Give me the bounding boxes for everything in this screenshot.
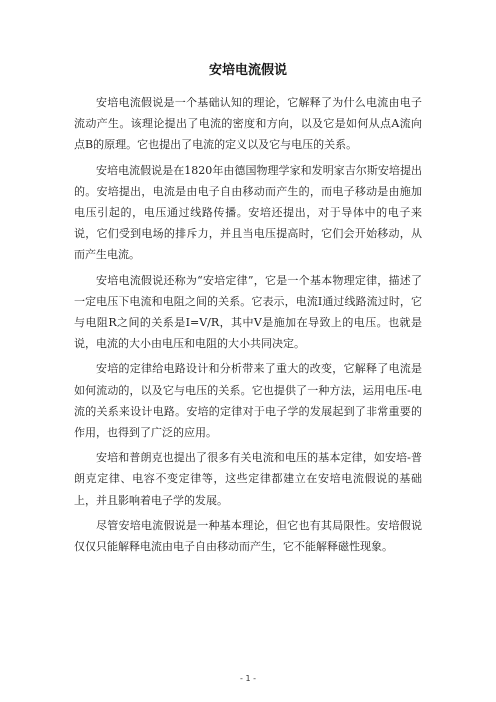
paragraph-4: 安培的定律给电路设计和分析带来了重大的改变，它解释了电流是如何流动的，以及它与电压的关系。它也提供了一种方法，运用电压-电流的关系来设计电路。安培的定律对于电子学的发展起到了非常重要的作用，也得到了广泛的应用。 — [74, 362, 422, 440]
page-number: - 1 - — [240, 674, 256, 683]
paragraph-6: 尽管安培电流假说是一种基本理论，但它也有其局限性。安培假说仅仅只能解释电流由电子自由移动而产生，它不能解释磁性现象。 — [74, 518, 422, 554]
paragraph-3: 安培电流假说还称为“安培定律”，它是一个基本物理定律，描述了一定电压下电流和电阻之间的关系。它表示，电流I通过线路流过时，它与电阻R之间的关系是I=V/R，其中V是施加在导致上的电压。也就是说，电流的大小由电压和电阻的大小共同决定。 — [74, 273, 422, 351]
paragraph-1: 安培电流假说是一个基础认知的理论，它解释了为什么电流由电子流动产生。该理论提出了电流的密度和方向，以及它是如何从点A流向点B的原理。它也提出了电流的定义以及它与电压的关系。 — [74, 96, 422, 152]
paragraph-2: 安培电流假说是在1820年由德国物理学家和发明家吉尔斯安培提出的。安培提出，电流是由电子自由移动而产生的，而电子移动是由施加电压引起的，电压通过线路传播。安培还提出，对于导体中的电子来说，它们受到电场的排斥力，并且当电压提高时，它们会开始移动，从而产生电流。 — [74, 163, 422, 262]
document-title: 安培电流假说 — [208, 63, 287, 78]
paragraph-5: 安培和普朗克也提出了很多有关电流和电压的基本定律，如安培-普朗克定律、电容不变定律等，这些定律都建立在安培电流假说的基础上，并且影响着电子学的发展。 — [74, 451, 422, 507]
